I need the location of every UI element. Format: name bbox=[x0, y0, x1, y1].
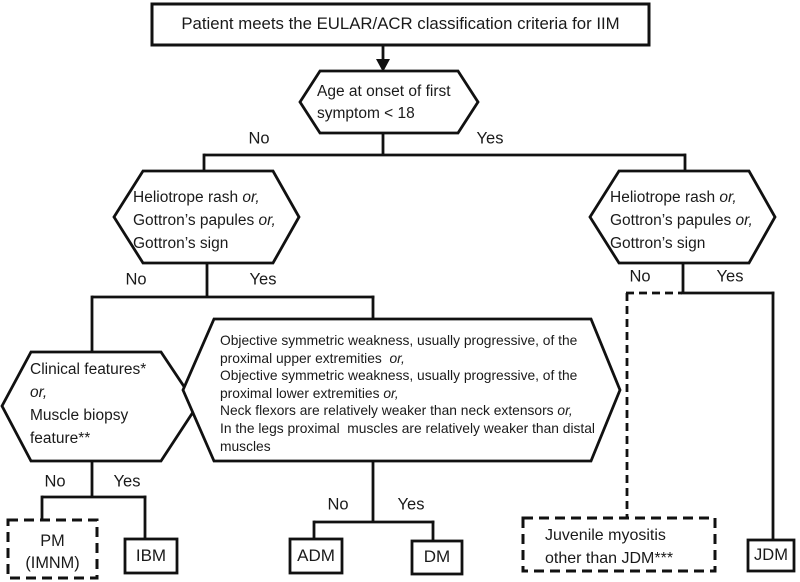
branch-label-clinical-no: No bbox=[44, 472, 66, 491]
decision-rash-left-label: Heliotrope rash or, Gottron’s papules or, Gottron’s sign bbox=[133, 189, 276, 252]
branch-label-rash-left-no: No bbox=[125, 270, 147, 289]
outcome-adm-label: ADM bbox=[297, 545, 335, 565]
decision-clinical-label: Clinical features* or, Muscle biopsy feature** bbox=[30, 361, 147, 447]
branch-label-weakness-yes: Yes bbox=[397, 495, 425, 514]
outcome-ibm-label: IBM bbox=[135, 545, 167, 565]
outcome-jdm-label: JDM bbox=[754, 545, 788, 564]
root-criteria-label: Patient meets the EULAR/ACR classification criteria for IIM bbox=[181, 14, 620, 34]
decision-age-label: Age at onset of first symptom < 18 bbox=[317, 83, 451, 122]
outcome-dm-label: DM bbox=[423, 547, 451, 567]
branch-label-rash-right-yes: Yes bbox=[716, 267, 744, 286]
outcome-pm-imnm-label: PM (IMNM) bbox=[25, 532, 80, 572]
branch-label-age-yes: Yes bbox=[476, 129, 504, 148]
decision-weakness-label: Objective symmetric weakness, usually progressive, of the proximal upper extremities or, Objective symmetric weakness, usually progressive, of the proximal lower extremities or, Neck flexors are relatively weaker than neck extensors or, In the legs proximal muscles are relatively weaker than distal muscles bbox=[220, 333, 595, 454]
branch-label-rash-right-no: No bbox=[629, 267, 651, 286]
branch-label-rash-left-yes: Yes bbox=[249, 270, 277, 289]
decision-rash-right-label: Heliotrope rash or, Gottron’s papules or, Gottron’s sign bbox=[610, 189, 753, 252]
branch-label-weakness-no: No bbox=[327, 495, 349, 514]
branch-label-clinical-yes: Yes bbox=[113, 472, 141, 491]
outcome-juvenile-label: Juvenile myositis other than JDM*** bbox=[545, 527, 674, 567]
branch-label-age-no: No bbox=[248, 129, 270, 148]
